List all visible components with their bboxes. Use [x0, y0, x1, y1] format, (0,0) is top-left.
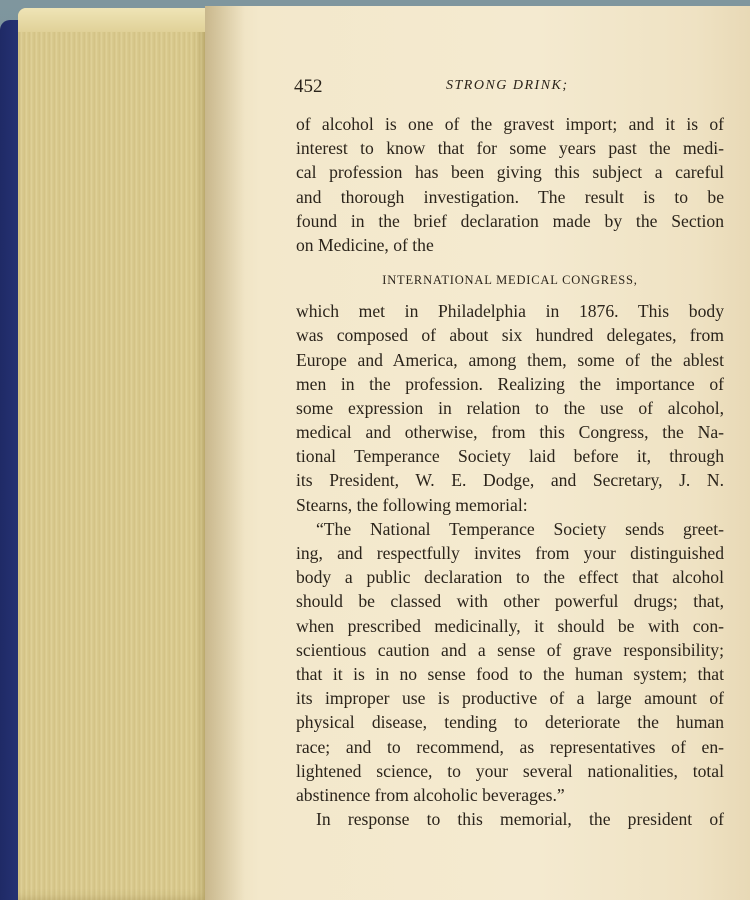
page-number: 452: [294, 76, 323, 97]
text-line: some expression in relation to the use of alcohol,: [296, 397, 724, 418]
text-line: was composed of about six hundred delegates, from: [296, 325, 724, 346]
text-line: In response to this memorial, the president of: [316, 809, 724, 830]
text-line: Europe and America, among them, some of the ablest: [296, 349, 724, 370]
text-line: lightened science, to your several nationalities, total: [296, 760, 724, 781]
text-line: tional Temperance Society laid before it, through: [296, 446, 724, 467]
text-line: medical and otherwise, from this Congress, the Na-: [296, 422, 724, 443]
text-line: that it is in no sense food to the human system; that: [296, 663, 724, 684]
page-text: [296, 112, 724, 831]
text-line: race; and to recommend, as representatives of en-: [296, 736, 724, 757]
text-line: of alcohol is one of the gravest import; and it is of: [296, 114, 724, 134]
text-line: when prescribed medicinally, it should be with con-: [296, 615, 724, 636]
text-line: found in the brief declaration made by the Section: [296, 210, 724, 231]
text-line: abstinence from alcoholic beverages.”: [296, 784, 565, 805]
page-edges-top: [18, 8, 208, 32]
text-line: on Medicine, of the: [296, 234, 434, 255]
gutter-shadow: [205, 6, 245, 900]
text-line: ing, and respectfully invites from your distinguished: [296, 543, 724, 563]
text-line: its President, W. E. Dodge, and Secretary, J. N.: [296, 470, 724, 491]
running-head: STRONG DRINK;: [446, 78, 569, 93]
page-edges: [18, 8, 208, 900]
text-line: interest to know that for some years past the medi-: [296, 138, 724, 159]
text-line: and thorough investigation. The result is to be: [296, 186, 724, 207]
text-line: men in the profession. Realizing the importance of: [296, 373, 724, 394]
text-line: which met in Philadelphia in 1876. This body: [296, 301, 724, 322]
section-heading: INTERNATIONAL MEDICAL CONGRESS,: [382, 273, 638, 288]
text-line: its improper use is productive of a large amount of: [296, 688, 724, 709]
text-line: Stearns, the following memorial:: [296, 494, 528, 515]
text-line: should be classed with other powerful drugs; that,: [296, 591, 724, 612]
text-line: “The National Temperance Society sends greet-: [316, 518, 724, 539]
text-line: cal profession has been giving this subject a careful: [296, 162, 724, 183]
text-line: scientious caution and a sense of grave responsibility;: [296, 639, 724, 660]
text-line: body a public declaration to the effect that alcohol: [296, 567, 724, 588]
page-header: [294, 76, 724, 102]
text-line: physical disease, tending to deteriorate the human: [296, 712, 724, 733]
